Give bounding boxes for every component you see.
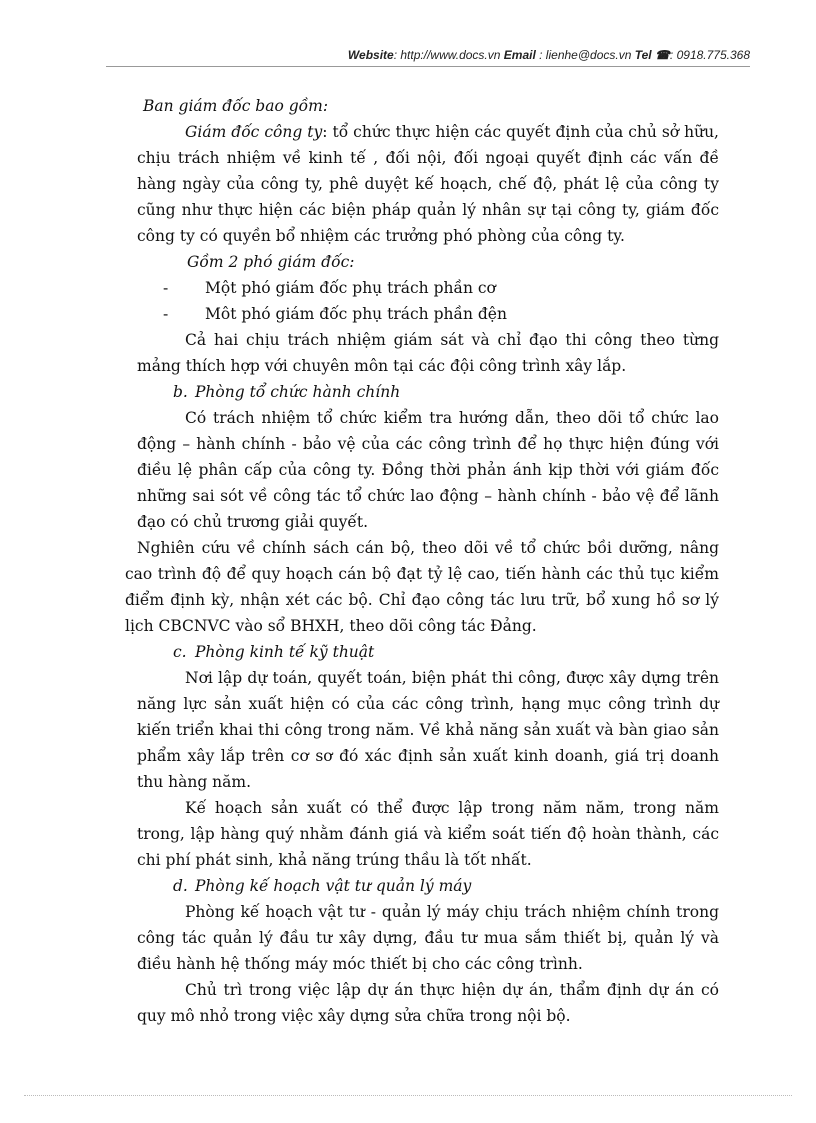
section-c-paragraph-2: Kế hoạch sản xuất có thể được lập trong năm năm, trong năm trong, lập hàng quý nhằm đánh giá và kiểm soát tiến độ hoàn thành, các chi phí phát sinh, khả năng trúng thầu là tốt nhất. [137, 799, 719, 869]
header-divider [106, 66, 750, 67]
section-c-paragraph-1: Nơi lập dự toán, quyết toán, biện phát thi công, được xây dựng trên năng lực sản xuất hiện có của các công trình, hạng mục công trình dự kiến triển khai thi công trong năm. Về khả năng sản xuất và bàn giao sản phẩm xây lắp trên cơ sơ đó xác định sản xuất kinh doanh, giá trị doanh thu hàng năm. [137, 669, 719, 791]
website-value[interactable]: : http://www.docs.vn [393, 48, 501, 62]
list-item [163, 301, 719, 327]
section-title: Phòng kế hoạch vật tư quản lý máy [195, 877, 472, 895]
email-value[interactable]: : lienhe@docs.vn [539, 48, 632, 62]
section-title: Phòng kinh tế kỹ thuật [195, 643, 375, 661]
director-label: Giám đốc công ty [185, 123, 323, 141]
list-item-text: Một phó giám đốc phụ trách phần cơ [205, 279, 496, 297]
director-text: : tổ chức thực hiện các quyết định của chủ sở hữu, chịu trách nhiệm về kinh tế , đối nội, đối ngoại quyết định các vấn đề hàng ngày của công ty, phê duyệt kế hoạch, chế độ, phát lệ của công ty cũng như thực hiện các biện pháp quản lý nhân sự tại công ty, giám đốc công ty có quyền bổ nhiệm các trưởng phó phòng của công ty. [137, 123, 719, 245]
section-b-heading [173, 379, 719, 405]
tel-label: Tel [634, 48, 652, 62]
section-d-paragraph-1: Phòng kế hoạch vật tư - quản lý máy chịu trách nhiệm chính trong công tác quản lý đầu tư xây dựng, đầu tư mua sắm thiết bị, quản lý và điều hành hệ thống máy móc thiết bị cho các công trình. [137, 903, 719, 973]
dash-bullet: - [163, 279, 169, 297]
section-title: Phòng tổ chức hành chính [195, 383, 401, 401]
section-b-paragraph-1: Có trách nhiệm tổ chức kiểm tra hướng dẫn, theo dõi tổ chức lao động – hành chính - bảo vệ của các công trình để họ thực hiện đúng với điều lệ phân cấp của công ty. Đồng thời phản ánh kịp thời với giám đốc những sai sót về công tác tổ chức lao động – hành chính - bảo vệ để lãnh đạo có chủ trương giải quyết. [137, 409, 719, 531]
intro-heading: Ban giám đốc bao gồm: [143, 97, 329, 115]
section-c-heading [173, 639, 719, 665]
deputy-intro: Gồm 2 phó giám đốc: [187, 253, 355, 271]
section-letter: c. [173, 643, 187, 661]
director-paragraph [137, 119, 719, 249]
document-body [125, 93, 719, 1029]
deputy-paragraph: Cả hai chịu trách nhiệm giám sát và chỉ đạo thi công theo từng mảng thích hợp với chuyên môn tại các đội công trình xây lắp. [137, 331, 719, 375]
section-letter: b. [173, 383, 188, 401]
list-item [163, 275, 719, 301]
section-letter: d. [173, 877, 188, 895]
dash-bullet: - [163, 305, 169, 323]
section-d-heading [173, 873, 719, 899]
section-b-paragraph-2: Nghiên cứu về chính sách cán bộ, theo dõi về tổ chức bồi dưỡng, nâng cao trình độ để quy hoạch cán bộ đạt tỷ lệ cao, tiến hành các thủ tục kiểm điểm định kỳ, nhận xét các bộ. Chỉ đạo công tác lưu trữ, bổ xung hồ sơ lý lịch CBCNVC vào sổ BHXH, theo dõi công tác Đảng. [125, 539, 719, 635]
email-label: Email [503, 48, 536, 62]
website-label: Website [347, 48, 394, 62]
list-item-text: Môt phó giám đốc phụ trách phần đện [205, 305, 507, 323]
phone-icon: ☎ [654, 48, 670, 62]
section-d-paragraph-2: Chủ trì trong việc lập dự án thực hiện dự án, thẩm định dự án có quy mô nhỏ trong việc xây dựng sửa chữa trong nội bộ. [137, 981, 719, 1025]
tel-value: : 0918.775.368 [669, 48, 750, 62]
footer-divider [24, 1095, 792, 1096]
page-header [348, 48, 750, 62]
